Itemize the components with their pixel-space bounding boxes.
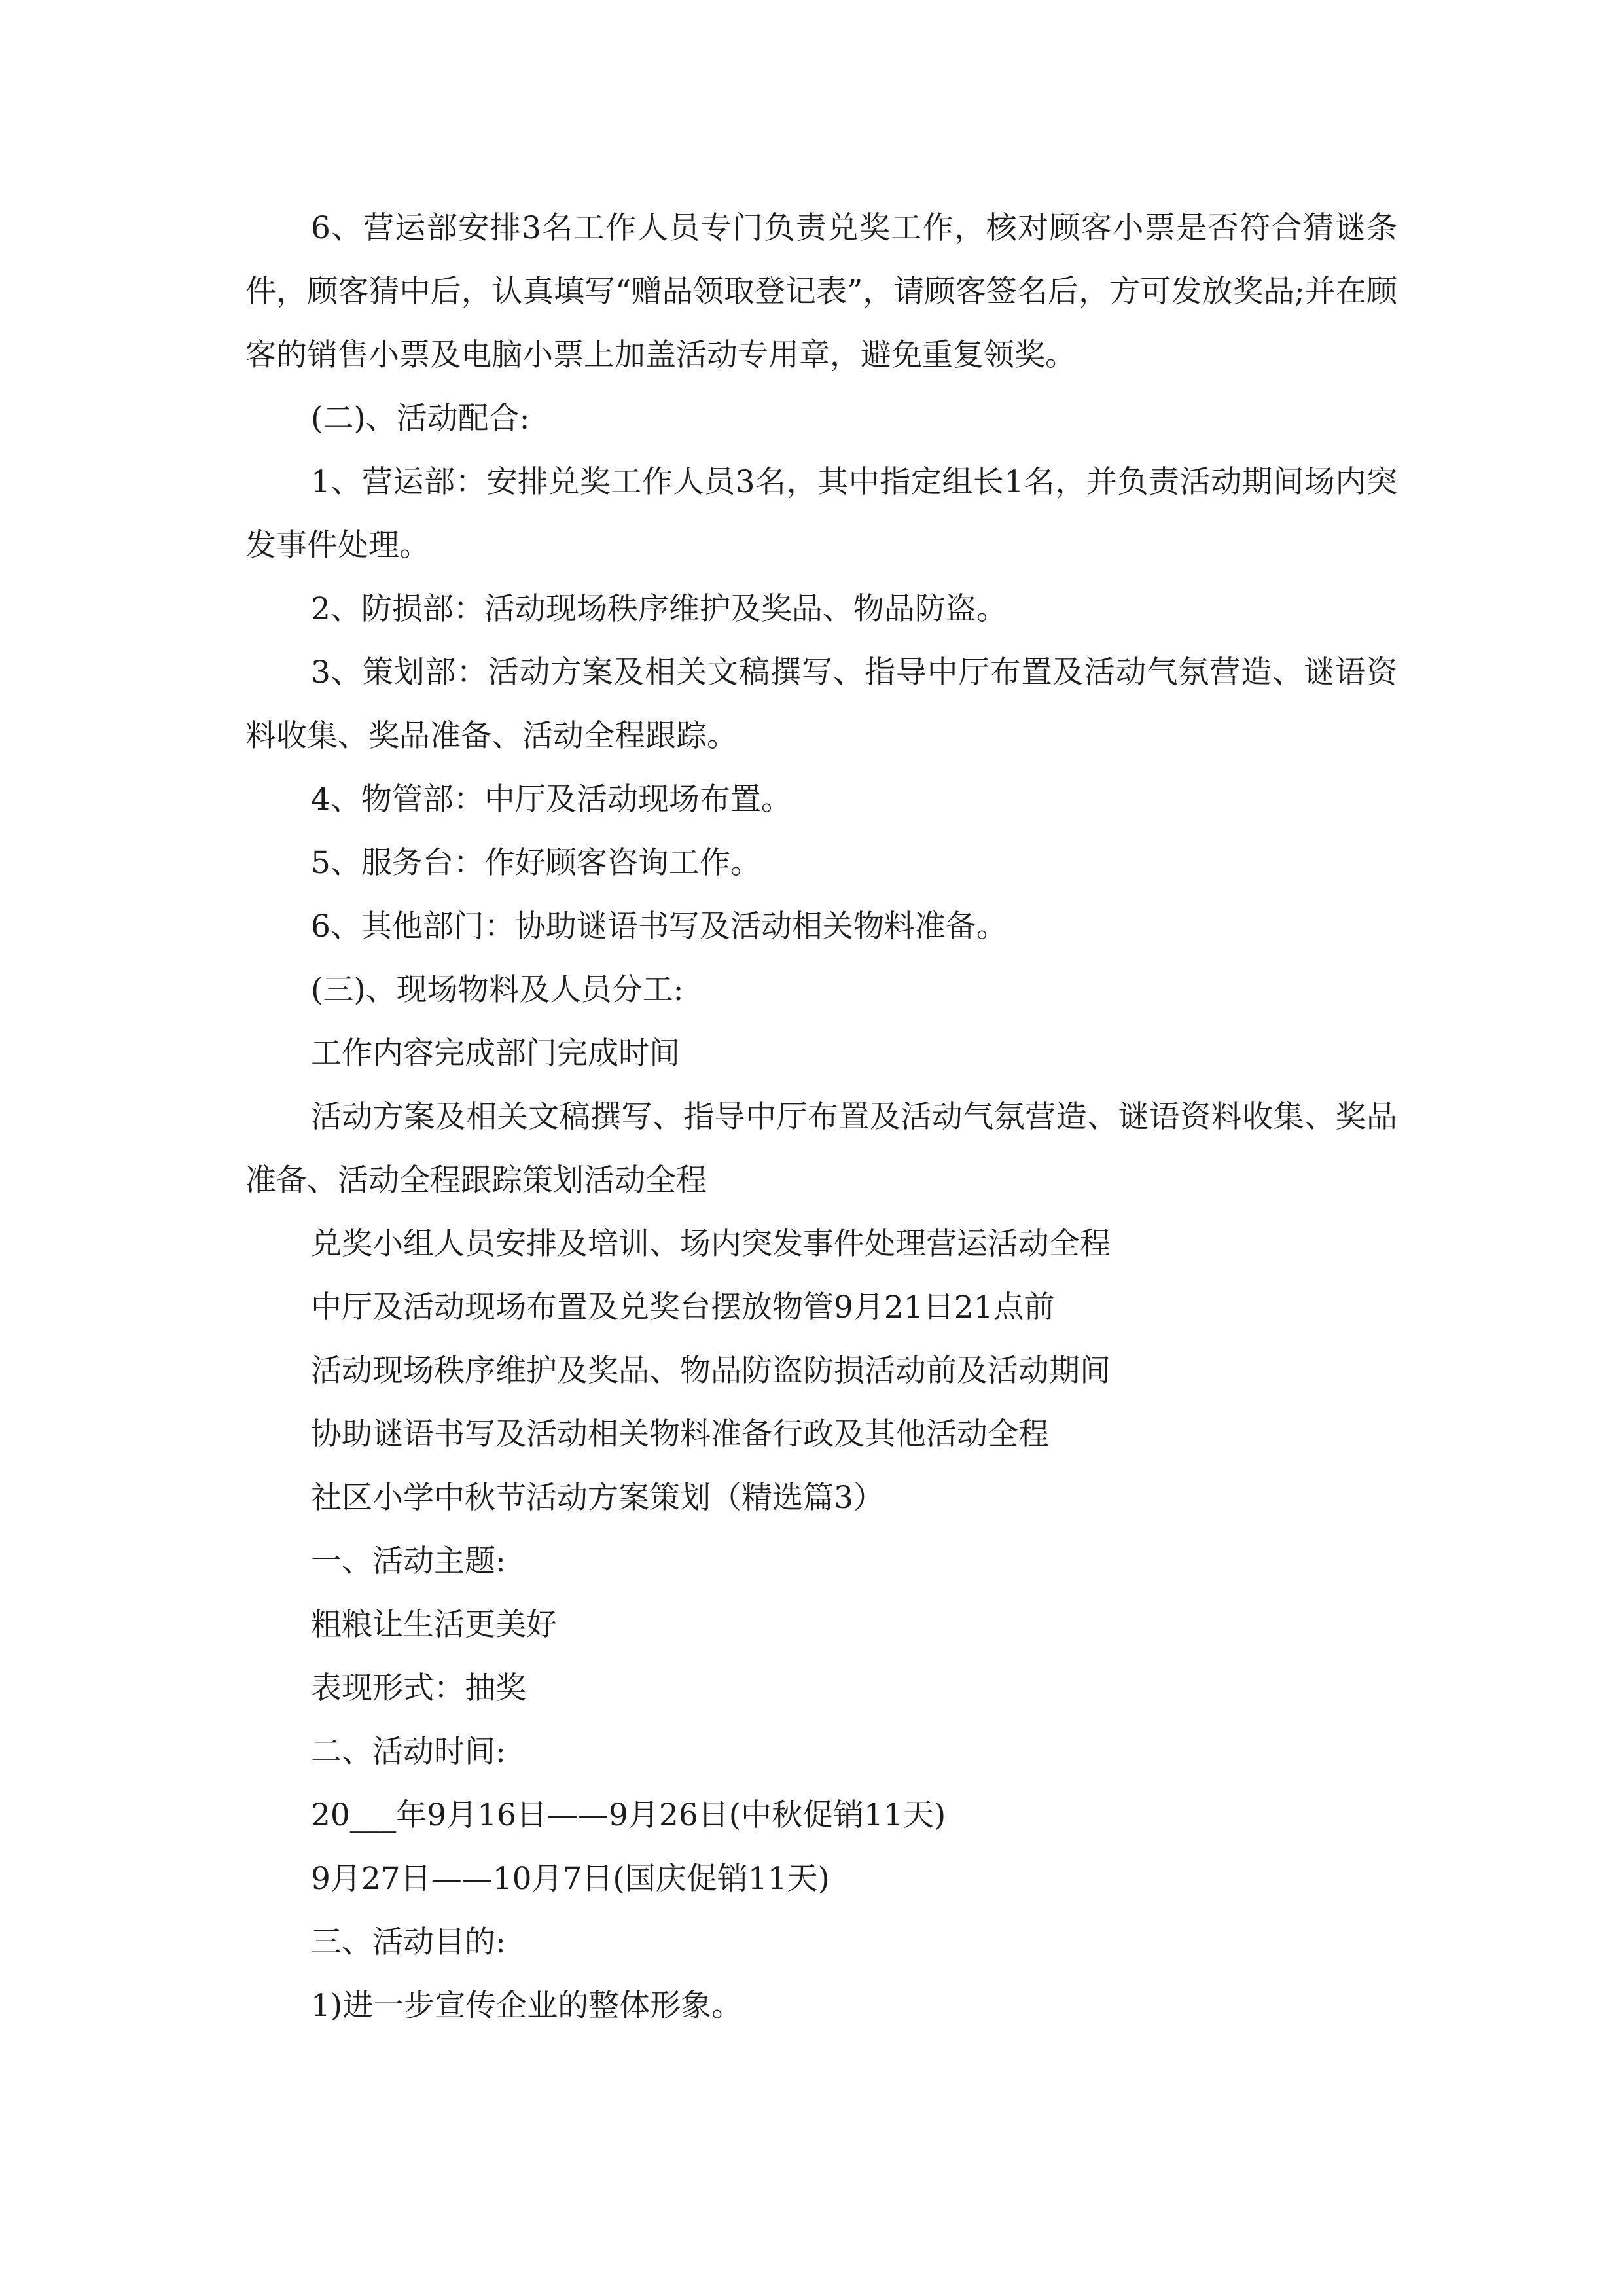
paragraph-time-national-day: 9月27日——10月7日(国庆促销11天) [311,1861,830,1897]
paragraph-operations-dept: 1、营运部：安排兑奖工作人员3名，其中指定组长1名，并负责活动期间场内突发事件处理。 [245,464,1397,564]
paragraph-section-purpose: 三、活动目的: [311,1924,506,1960]
paragraph-format: 表现形式：抽奖 [311,1670,526,1706]
paragraph-plan-title: 社区小学中秋节活动方案策划（精选篇3） [311,1480,884,1516]
document-body [245,196,1397,2037]
paragraph-section-materials: (三)、现场物料及人员分工: [311,972,684,1008]
paragraph-planning-dept: 3、策划部：活动方案及相关文稿撰写、指导中厅布置及活动气氛营造、谜语资料收集、奖品准备、活动全程跟踪。 [245,655,1397,754]
paragraph-other-depts: 6、其他部门：协助谜语书写及活动相关物料准备。 [311,908,1007,944]
paragraph-time-midautumn: 20___年9月16日——9月26日(中秋促销11天) [311,1797,946,1833]
paragraph-property-dept: 4、物管部：中厅及活动现场布置。 [311,781,792,817]
paragraph-loss-prevention-dept: 2、防损部：活动现场秩序维护及奖品、物品防盗。 [311,591,1007,627]
paragraph-task-redemption: 兑奖小组人员安排及培训、场内突发事件处理营运活动全程 [311,1226,1111,1262]
paragraph-section-theme: 一、活动主题: [311,1543,506,1579]
paragraph-task-planning: 活动方案及相关文稿撰写、指导中厅布置及活动气氛营造、谜语资料收集、奖品准备、活动全程跟踪策划活动全程 [245,1099,1397,1198]
paragraph-purpose-1: 1)进一步宣传企业的整体形象。 [311,1988,743,2024]
paragraph-theme: 粗粮让生活更美好 [311,1607,557,1643]
paragraph-task-setup: 中厅及活动现场布置及兑奖台摆放物管9月21日21点前 [311,1289,1055,1325]
paragraph-table-header: 工作内容完成部门完成时间 [311,1035,680,1071]
paragraph-task-riddles: 协助谜语书写及活动相关物料准备行政及其他活动全程 [311,1416,1049,1452]
paragraph-section-time: 二、活动时间: [311,1734,506,1770]
paragraph-section-cooperation: (二)、活动配合: [311,401,530,437]
paragraph-task-security: 活动现场秩序维护及奖品、物品防盗防损活动前及活动期间 [311,1353,1111,1389]
paragraph-redemption-staff: 6、营运部安排3名工作人员专门负责兑奖工作，核对顾客小票是否符合猜谜条件，顾客猜中后，认真填写“赠品领取登记表”，请顾客签名后，方可发放奖品;并在顾客的销售小票及电脑小票上加盖活动专用章，避免重复领奖。 [245,210,1397,373]
paragraph-service-desk: 5、服务台：作好顾客咨询工作。 [311,845,761,881]
